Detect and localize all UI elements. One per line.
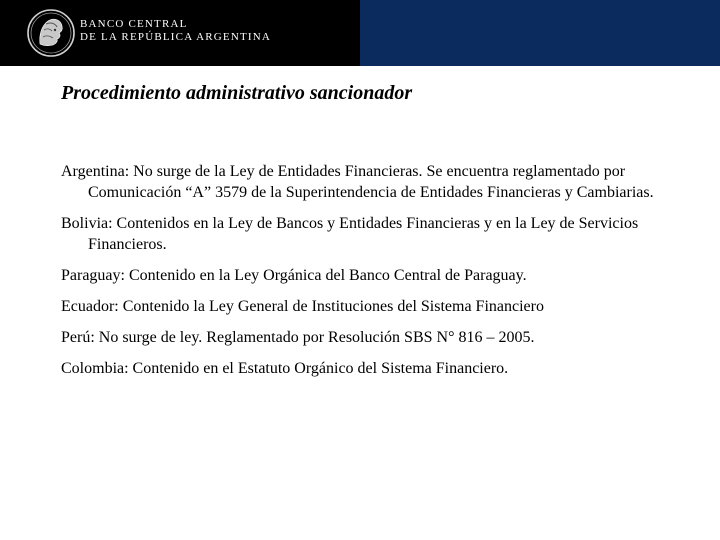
paragraph-argentina: Argentina: No surge de la Ley de Entidades Financieras. Se encuentra reglamentado por Comunicación “A” 3579 de la Superintendencia de Entidades Financieras y Cambiarias. [61,163,654,201]
page-title: Procedimiento administrativo sancionador [61,82,413,104]
paragraph-colombia: Colombia: Contenido en el Estatuto Orgánico del Sistema Financiero. [61,360,509,377]
paragraph-peru: Perú: No surge de ley. Reglamentado por Resolución SBS N° 816 – 2005. [61,329,535,346]
header-banner [0,0,720,66]
paragraph-bolivia: Bolivia: Contenidos en la Ley de Bancos y Entidades Financieras y en la Ley de Servicios Financieros. [61,215,639,253]
bank-logo-icon [26,8,76,58]
bank-name-line-1: BANCO CENTRAL [80,18,188,30]
bank-name [80,18,271,44]
paragraph-ecuador: Ecuador: Contenido la Ley General de Instituciones del Sistema Financiero [61,298,544,315]
header-left-band [0,0,360,66]
bank-name-line-2: DE LA REPÚBLICA ARGENTINA [80,31,272,43]
paragraph-paraguay: Paraguay: Contenido en la Ley Orgánica del Banco Central de Paraguay. [61,267,527,284]
header-right-band [360,0,720,66]
content-list [61,161,661,389]
